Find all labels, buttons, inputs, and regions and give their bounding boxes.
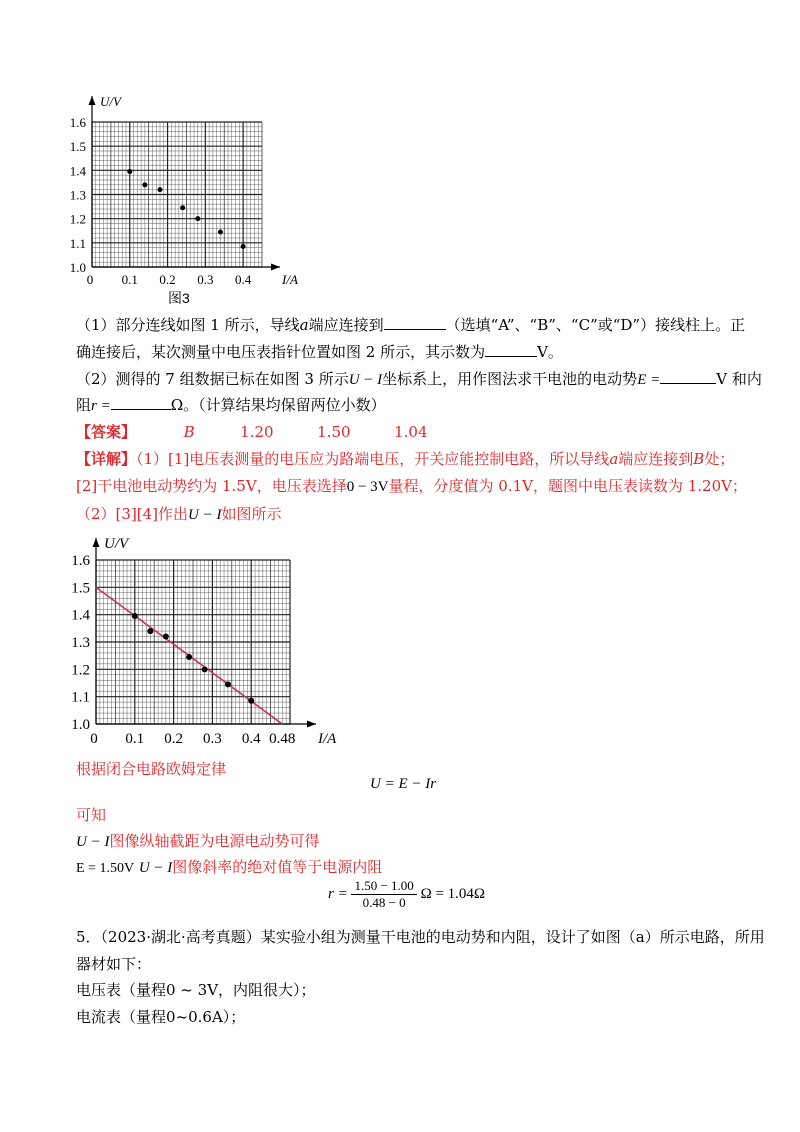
- question-1-line-2: 确连接后，某次测量中电压表指针位置如图 2 所示，其示数为 V。: [76, 343, 563, 361]
- y-tick-label: 1.2: [69, 211, 86, 227]
- y-tick-label: 1.5: [71, 580, 90, 597]
- y-tick-label: 1.3: [71, 635, 90, 651]
- y-tick-label: 1.6: [71, 553, 90, 569]
- y-tick-label: 1.1: [71, 689, 90, 706]
- y-tick-label: 1.0: [69, 260, 86, 275]
- data-point: [163, 634, 169, 640]
- problem-5-ammeter: 电流表（量程0~0.6A）；: [76, 1008, 246, 1026]
- y-tick-label: 1.1: [69, 235, 86, 251]
- x-axis-arrow: [307, 721, 316, 728]
- y-axis-label: U/V: [100, 94, 121, 109]
- x-tick-label: 0.4: [234, 272, 252, 287]
- explanation-kezhi: 可知: [76, 806, 107, 824]
- data-point: [186, 654, 192, 660]
- data-point: [147, 628, 153, 634]
- problem-5-line-2: 器材如下：: [76, 955, 152, 973]
- answer-blank-3[interactable]: [660, 369, 716, 384]
- answer-figure-chart: [56, 532, 346, 750]
- resistance-fraction: $\frac{1.50 - 1.00}{0.48 - 0}$: [351, 878, 416, 911]
- answer-value-2: 1.20: [240, 423, 274, 441]
- x-tick-label: 0.3: [197, 272, 214, 287]
- y-axis-arrow: [89, 96, 96, 105]
- answer-blank-4[interactable]: [111, 395, 171, 410]
- question-1-line-1: （1）部分连线如图 1 所示，导线a端应连接到 （选填“A”、“B”、“C”或“D”）接线柱上。正: [76, 316, 746, 334]
- detail-label: 【详解】: [76, 450, 137, 468]
- y-axis-arrow: [93, 538, 100, 547]
- explanation-slope: E = 1.50V U − I图像斜率的绝对值等于电源内阻: [76, 858, 383, 876]
- x-tick-label: 0.2: [164, 731, 183, 747]
- answer-blank-2[interactable]: [485, 342, 537, 357]
- problem-5-voltmeter: 电压表（量程0 ~ 3V，内阻很大）；: [76, 981, 316, 999]
- x-axis-label: I/A: [318, 731, 337, 747]
- y-tick-label: 1.0: [71, 717, 90, 733]
- data-point: [180, 205, 185, 210]
- x-axis-label: I/A: [282, 272, 298, 287]
- figure-3-chart: [60, 90, 300, 305]
- resistance-equation: r = $\frac{1.50 - 1.00}{0.48 - 0}$ Ω = 1.04Ω: [328, 878, 486, 910]
- y-tick-label: 1.4: [69, 163, 86, 179]
- answer-value-3: 1.50: [317, 423, 351, 441]
- origin-label: 0: [90, 731, 98, 747]
- data-point: [241, 244, 246, 249]
- data-point: [158, 187, 163, 192]
- y-tick-label: 1.2: [71, 662, 90, 679]
- data-point: [132, 613, 138, 619]
- answer-blank-1[interactable]: [384, 315, 446, 330]
- answer-value-1: B: [183, 423, 195, 441]
- explanation-intercept: U − I图像纵轴截距为电源电动势可得: [76, 832, 320, 850]
- x-tick-label: 0.1: [121, 272, 138, 287]
- question-2-line-2: 阻r = Ω。（计算结果均保留两位小数）: [76, 396, 386, 414]
- detail-line-2: [2]干电池电动势约为 1.5V，电压表选择0 − 3V量程，分度值为 0.1V，题图中电压表读数为 1.20V；: [76, 477, 747, 495]
- y-tick-label: 1.3: [69, 187, 86, 203]
- origin-label: 0: [86, 272, 94, 287]
- answer-value-4: 1.04: [394, 423, 428, 441]
- data-point: [195, 216, 200, 221]
- data-point: [225, 681, 231, 687]
- x-tick-label: 0.48: [269, 731, 296, 747]
- answer-figure-grid: [93, 538, 317, 728]
- x-tick-label: 0.3: [203, 731, 222, 747]
- detail-line-1: 【详解】（1）[1]电压表测量的电压应为路端电压，开关应能控制电路，所以导线a端应连接到B处；: [76, 450, 735, 468]
- figure-3-caption: 图3: [168, 290, 190, 306]
- ohm-equation: U = E − Ir: [370, 776, 437, 792]
- y-axis-label: U/V: [104, 536, 129, 552]
- x-tick-label: 0.1: [125, 731, 145, 747]
- y-tick-label: 1.6: [69, 115, 86, 130]
- data-point: [248, 698, 254, 704]
- data-point: [202, 666, 208, 672]
- data-point: [127, 169, 132, 174]
- x-tick-label: 0.2: [159, 272, 176, 287]
- y-tick-label: 1.5: [69, 139, 86, 155]
- x-tick-label: 0.4: [241, 731, 261, 747]
- x-axis-arrow: [271, 264, 280, 271]
- detail-line-3: （2）[3][4]作出U − I如图所示: [76, 505, 282, 523]
- data-point: [218, 229, 223, 234]
- figure-3-grid: [89, 96, 281, 271]
- question-2-line-1: （2）测得的 7 组数据已标在如图 3 所示U − I坐标系上，用作图法求干电池的电动势E = V 和内: [76, 370, 762, 388]
- problem-5-line-1: 5．（2023·湖北·高考真题）某实验小组为测量干电池的电动势和内阻，设计了如图（a）所示电路，所用: [76, 928, 765, 946]
- data-point: [142, 182, 147, 187]
- figure-3-labels: [70, 94, 298, 287]
- answer-label: 【答案】: [76, 423, 137, 441]
- answer-line: [76, 421, 428, 443]
- explanation-law: 根据闭合电路欧姆定律: [76, 760, 227, 778]
- y-tick-label: 1.4: [71, 607, 90, 624]
